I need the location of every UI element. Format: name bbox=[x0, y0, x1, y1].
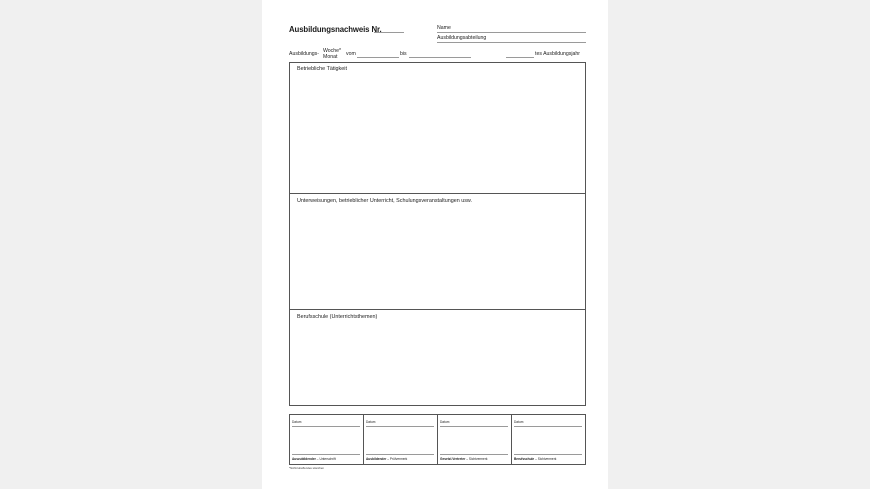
training-year-label: tes Ausbildungsjahr bbox=[535, 51, 580, 57]
role-label: Berufsschule bbox=[514, 457, 535, 461]
instruction-text-area[interactable] bbox=[290, 206, 585, 308]
section-divider bbox=[289, 193, 586, 194]
report-number-line[interactable] bbox=[374, 32, 404, 33]
signature-caption: Berufsschule – Sichtvermerk bbox=[514, 457, 557, 461]
footnote: *Nichtzutreffendes streichen bbox=[289, 466, 324, 470]
action-label: Prüfvermerk bbox=[389, 457, 408, 461]
period-prefix: Ausbildungs- bbox=[289, 51, 319, 57]
from-date-line[interactable] bbox=[357, 57, 399, 58]
signature-field-line[interactable] bbox=[514, 454, 582, 455]
date-field-line[interactable] bbox=[292, 426, 360, 427]
form-title: Ausbildungsnachweis Nr. bbox=[289, 25, 382, 34]
date-field-line[interactable] bbox=[366, 426, 434, 427]
column-divider bbox=[363, 414, 364, 465]
instruction-section-label: Unterweisungen, betrieblicher Unterricht, Schulungsveranstaltungen usw. bbox=[297, 198, 472, 204]
activity-section-label: Betriebliche Tätigkeit bbox=[297, 66, 347, 72]
department-field-line[interactable] bbox=[437, 42, 586, 43]
role-label: Auszubildender bbox=[292, 457, 316, 461]
date-label: Datum bbox=[514, 420, 524, 424]
from-label: vom bbox=[346, 51, 356, 57]
date-field-line[interactable] bbox=[440, 426, 508, 427]
training-year-line[interactable] bbox=[506, 57, 534, 58]
signature-field-line[interactable] bbox=[440, 454, 508, 455]
school-text-area[interactable] bbox=[290, 322, 585, 405]
signature-field-line[interactable] bbox=[292, 454, 360, 455]
action-label: Sichtvermerk bbox=[468, 457, 488, 461]
month-option: Monat bbox=[323, 54, 338, 60]
activity-text-area[interactable] bbox=[290, 74, 585, 192]
department-label: Ausbildungsabteilung bbox=[437, 35, 487, 41]
signature-caption: Gesetzl.Vertreter – Sichtvermerk bbox=[440, 457, 488, 461]
to-date-line[interactable] bbox=[409, 57, 471, 58]
action-label: Sichtvermerk bbox=[537, 457, 557, 461]
form-page bbox=[262, 0, 608, 489]
role-label: Gesetzl.Vertreter bbox=[440, 457, 466, 461]
action-label: Unterschrift bbox=[319, 457, 336, 461]
role-label: Ausbildender bbox=[366, 457, 387, 461]
date-field-line[interactable] bbox=[514, 426, 582, 427]
section-divider bbox=[289, 309, 586, 310]
column-divider bbox=[511, 414, 512, 465]
name-field-line[interactable] bbox=[437, 32, 586, 33]
week-option: Woche* bbox=[323, 48, 342, 54]
signature-caption: Ausbildender – Prüfvermerk bbox=[366, 457, 408, 461]
date-label: Datum bbox=[366, 420, 376, 424]
date-label: Datum bbox=[440, 420, 450, 424]
to-label: bis bbox=[400, 51, 407, 57]
name-label: Name bbox=[437, 25, 451, 31]
date-label: Datum bbox=[292, 420, 302, 424]
signature-caption: Auszubildender – Unterschrift bbox=[292, 457, 336, 461]
column-divider bbox=[437, 414, 438, 465]
school-section-label: Berufsschule (Unterrichtsthemen) bbox=[297, 314, 378, 320]
signature-field-line[interactable] bbox=[366, 454, 434, 455]
